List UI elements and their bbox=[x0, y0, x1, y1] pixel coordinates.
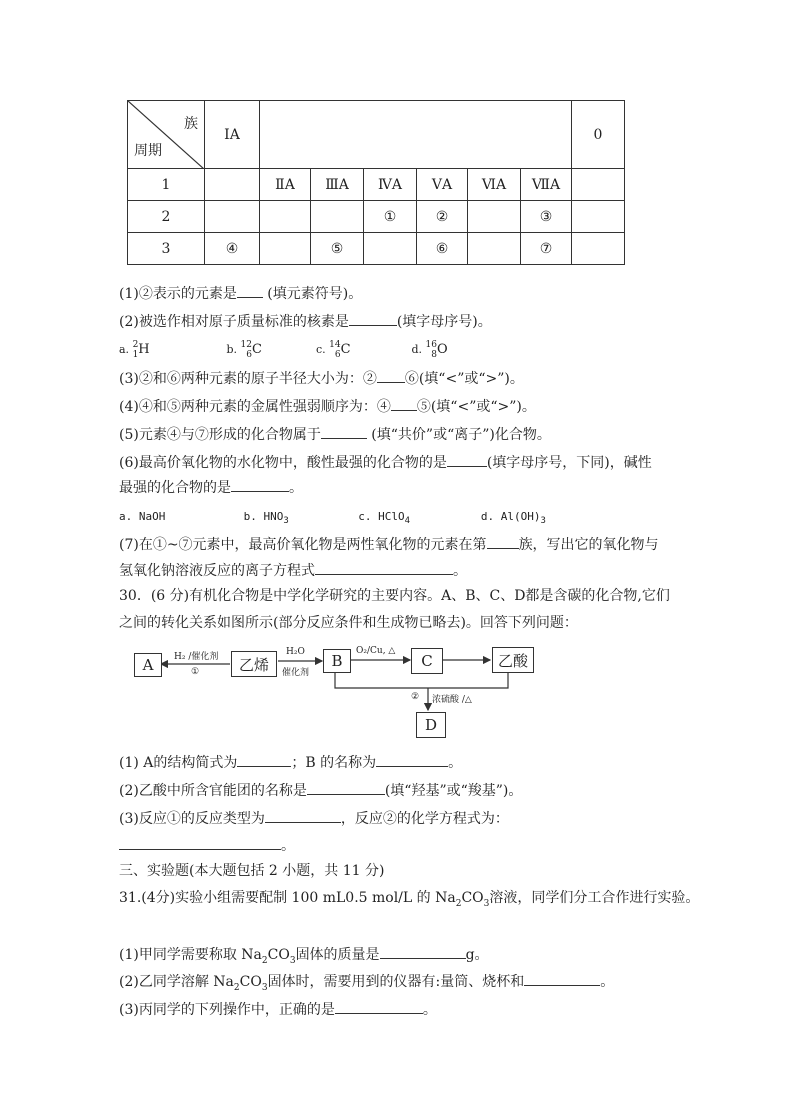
q29-part4: (4)④和⑤两种元素的金属性强弱顺序为：④ ⑤(填“<”或“>”)。 bbox=[119, 396, 536, 416]
corner-period-label: 周期 bbox=[134, 143, 162, 159]
q29-part6: (6)最高价氧化物的水化物中，酸性最强的化合物的是 (填字母序号，下同)，碱性 bbox=[119, 452, 652, 472]
cell-5: ⑤ bbox=[311, 233, 364, 265]
node-ethene: 乙烯 bbox=[231, 651, 277, 677]
reaction-water: H₂O bbox=[286, 647, 305, 657]
q29-part7: (7)在①~⑦元素中，最高价氧化物是两性氧化物的元素在第 族，写出它的氧化物与 bbox=[119, 534, 659, 554]
q29-part1: (1)②表示的元素是 (填元素符号)。 bbox=[119, 283, 362, 303]
table-corner bbox=[128, 101, 205, 169]
answer-blank[interactable] bbox=[380, 944, 466, 959]
answer-blank[interactable] bbox=[335, 999, 423, 1014]
reaction-oxidation: O₂/Cu, △ bbox=[356, 646, 396, 656]
cell bbox=[311, 201, 364, 233]
q31-part2: (2)乙同学溶解 $Na_2CO_3$固体时，需要用到的仪器有:量筒、烧杯和 。 bbox=[119, 971, 614, 997]
answer-blank[interactable] bbox=[265, 808, 341, 823]
compound-c: c. HClO$_4$ bbox=[358, 510, 411, 527]
q29-part6-cont: 最强的化合物的是 。 bbox=[119, 477, 303, 497]
cell bbox=[572, 233, 625, 265]
period-3: 3 bbox=[128, 233, 205, 265]
cell bbox=[260, 201, 311, 233]
answer-blank[interactable] bbox=[376, 752, 448, 767]
period-2: 2 bbox=[128, 201, 205, 233]
answer-blank[interactable] bbox=[447, 452, 487, 467]
group-2a: ⅡA bbox=[260, 169, 311, 201]
q30-intro-2: 之间的转化关系如图所示(部分反应条件和生成物已略去)。回答下列问题： bbox=[119, 615, 578, 631]
cell bbox=[205, 201, 260, 233]
periodic-table bbox=[127, 100, 625, 265]
q30-part1: (1) A的结构简式为 ；B 的名称为 。 bbox=[119, 752, 462, 772]
reaction-1-condition: H₂ /催化剂 bbox=[174, 652, 219, 662]
cell bbox=[205, 169, 260, 201]
q30-part3: (3)反应①的反应类型为 ，反应②的化学方程式为： bbox=[119, 808, 509, 828]
answer-blank[interactable] bbox=[524, 971, 600, 986]
reaction-diagram bbox=[128, 644, 538, 744]
group-4a: ⅣA bbox=[364, 169, 417, 201]
q29-part5: (5)元素④与⑦形成的化合物属于 (填“共价”或“离子”)化合物。 bbox=[119, 424, 551, 444]
answer-blank[interactable] bbox=[487, 534, 519, 549]
q29-part2: (2)被选作相对原子质量标准的核素是 (填字母序号)。 bbox=[119, 311, 492, 331]
option-a: a. 2 1H bbox=[119, 340, 150, 360]
compound-a: a. NaOH bbox=[119, 510, 166, 523]
answer-blank[interactable] bbox=[349, 311, 397, 326]
cell-2: ② bbox=[417, 201, 468, 233]
group-6a: ⅥA bbox=[468, 169, 521, 201]
q29-compounds bbox=[119, 508, 546, 530]
q29-part7-cont: 氢氧化钠溶液反应的离子方程式 。 bbox=[119, 560, 467, 580]
q31-part3: (3)丙同学的下列操作中，正确的是 。 bbox=[119, 999, 437, 1019]
reaction-2-condition: 浓硫酸 /△ bbox=[432, 695, 472, 705]
cell-4: ④ bbox=[205, 233, 260, 265]
node-c: C bbox=[411, 648, 443, 674]
q30-part3-cont: 。 bbox=[119, 835, 295, 855]
answer-blank[interactable] bbox=[391, 396, 417, 411]
option-d: d. 16 8O bbox=[411, 340, 448, 360]
cell bbox=[468, 201, 521, 233]
compound-b: b. $HNO_3$ bbox=[243, 510, 289, 527]
period-1: 1 bbox=[128, 169, 205, 201]
corner-group-label: 族 bbox=[184, 116, 198, 132]
answer-blank[interactable] bbox=[315, 560, 453, 575]
q30-intro-1: 30．(6 分)有机化合物是中学化学研究的主要内容。A、B、C、D都是含碳的化合物,它们 bbox=[119, 588, 670, 604]
answer-blank[interactable] bbox=[377, 368, 405, 383]
reaction-2-label: ② bbox=[411, 692, 420, 702]
header-empty bbox=[260, 101, 572, 169]
answer-blank[interactable] bbox=[237, 283, 263, 298]
section-3-heading: 三、实验题(本大题包括 2 小题，共 11 分) bbox=[119, 863, 385, 879]
answer-blank[interactable] bbox=[321, 424, 367, 439]
reaction-catalyst: 催化剂 bbox=[282, 668, 310, 678]
cell bbox=[468, 233, 521, 265]
cell bbox=[572, 169, 625, 201]
option-b: b. 12 6C bbox=[226, 340, 262, 360]
q31-part1: (1)甲同学需要称取 $Na_2CO_3$固体的质量是 g。 bbox=[119, 944, 489, 970]
q29-options bbox=[119, 340, 450, 360]
group-1a: ⅠA bbox=[205, 101, 260, 169]
node-d: D bbox=[416, 712, 446, 738]
answer-blank[interactable] bbox=[307, 780, 385, 795]
group-3a: ⅢA bbox=[311, 169, 364, 201]
cell bbox=[260, 233, 311, 265]
group-5a: ⅤA bbox=[417, 169, 468, 201]
cell bbox=[572, 201, 625, 233]
cell bbox=[364, 233, 417, 265]
q29-part3: (3)②和⑥两种元素的原子半径大小为：② ⑥(填“<”或“>”)。 bbox=[119, 368, 524, 388]
answer-blank[interactable] bbox=[119, 835, 281, 850]
cell-3: ③ bbox=[521, 201, 572, 233]
node-b: B bbox=[323, 649, 351, 673]
cell-6: ⑥ bbox=[417, 233, 468, 265]
answer-blank[interactable] bbox=[231, 477, 289, 492]
cell-1: ① bbox=[364, 201, 417, 233]
group-0: 0 bbox=[572, 101, 625, 169]
reaction-1-label: ① bbox=[191, 667, 200, 677]
node-a: A bbox=[134, 653, 162, 677]
group-7a: ⅦA bbox=[521, 169, 572, 201]
q31-intro: 31.(4分)实验小组需要配制 100 mL0.5 mol/L 的 $Na_2CO_3$溶液，同学们分工合作进行实验。 bbox=[119, 890, 700, 909]
answer-blank[interactable] bbox=[237, 752, 291, 767]
q30-part2: (2)乙酸中所含官能团的名称是 (填“羟基”或“羧基”)。 bbox=[119, 780, 522, 800]
compound-d: d. $Al(OH)_3$ bbox=[480, 510, 546, 527]
option-c: c. 14 6C bbox=[316, 340, 351, 360]
node-acetic-acid: 乙酸 bbox=[492, 647, 534, 673]
cell-7: ⑦ bbox=[521, 233, 572, 265]
